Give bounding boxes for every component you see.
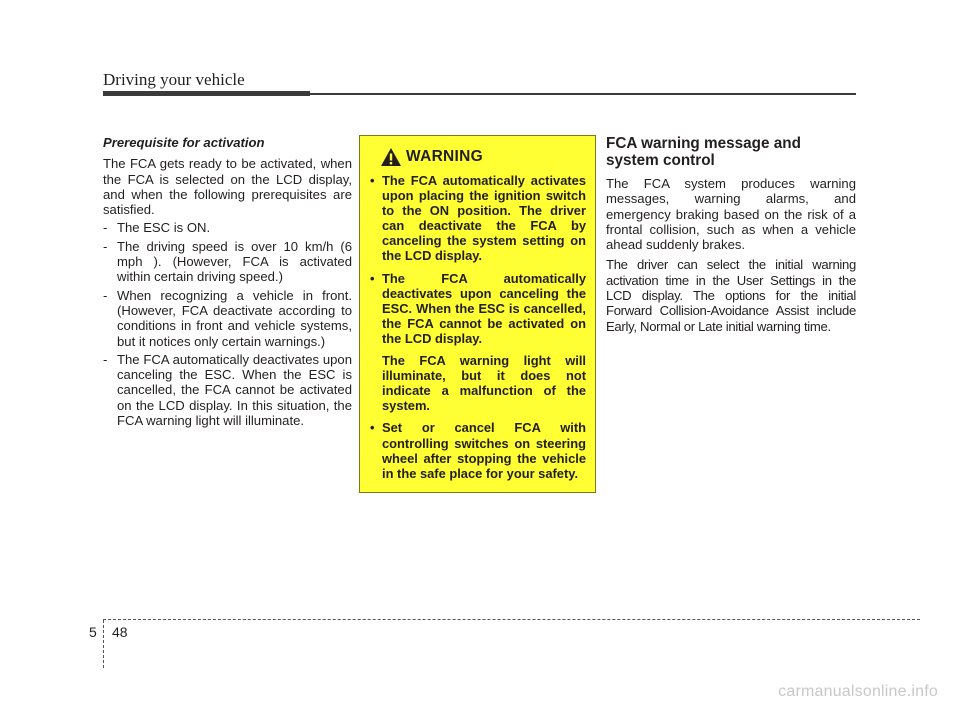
warning-item-text: The FCA automatically activates upon placing the ignition switch to the ON position. The driver can deactivate the FCA by canceling the system setting on the LCD display. xyxy=(382,173,586,264)
warning-item-text: Set or cancel FCA with controlling switches on steering wheel after stopping the vehicle in the safe place for your safety. xyxy=(382,420,586,481)
list-item xyxy=(103,352,352,428)
bullet-marker: • xyxy=(370,270,375,286)
warning-item-note: The FCA warning light will illuminate, but it does not indicate a malfunction of the system. xyxy=(382,353,586,414)
dash-marker: - xyxy=(103,351,108,367)
bullet-marker: • xyxy=(370,173,375,188)
warning-item-text: The FCA automatically deactivates upon canceling the ESC. When the ESC is cancelled, the FCA cannot be activated on the LCD display. xyxy=(382,270,586,346)
list-item-text: The ESC is ON. xyxy=(117,220,211,236)
list-item-text: The FCA automatically deactivates upon canceling the ESC. When the ESC is cancelled, the FCA cannot be activated on the LCD display. In this situation, the FCA warning light will illuminate. xyxy=(117,351,352,429)
fca-warning-para-1: The FCA system produces warning messages, warning alarms, and emergency braking based on the risk of a frontal collision, such as when a vehicle ahead suddenly brakes. xyxy=(606,176,856,253)
list-item xyxy=(103,220,352,235)
dash-marker: - xyxy=(103,238,108,254)
list-item-text: The driving speed is over 10 km/h (6 mph ). (However, FCA is activated within certain driving speed.) xyxy=(117,238,352,285)
header-rule-thin xyxy=(103,93,856,95)
warning-triangle-icon xyxy=(380,147,402,167)
bullet-marker: • xyxy=(370,420,375,436)
list-item xyxy=(103,239,352,285)
watermark-text: carmanualsonline.info xyxy=(778,683,938,700)
warning-title: WARNING xyxy=(406,148,484,165)
right-column xyxy=(606,135,856,339)
dash-marker: - xyxy=(103,220,108,236)
fca-warning-heading: FCA warning message and system control xyxy=(606,135,801,169)
warning-list xyxy=(368,173,586,481)
page-header-title: Driving your vehicle xyxy=(103,70,245,89)
footer-vertical-rule xyxy=(103,620,104,668)
warning-box xyxy=(359,135,596,493)
page-number: 48 xyxy=(112,624,128,640)
list-item-text: When recognizing a vehicle in front. (However, FCA deactivate according to conditions in front and vehicle systems, but it notices only certain warnings.) xyxy=(117,287,352,349)
prerequisite-intro: The FCA gets ready to be activated, when the FCA is selected on the LCD display, and when the following prerequisites are satisfied. xyxy=(103,156,352,218)
warning-item xyxy=(368,271,586,414)
warning-item xyxy=(368,420,586,480)
warning-header xyxy=(380,147,586,167)
fca-warning-para-2: The driver can select the initial warning activation time in the User Settings in the LCD display. The options for the initial Forward Collision-Avoidance Assist include Early, Normal or Late initial warning time. xyxy=(606,257,856,334)
footer-rule xyxy=(103,619,920,620)
left-column xyxy=(103,135,352,431)
prerequisite-subheading: Prerequisite for activation xyxy=(103,135,265,150)
warning-item xyxy=(368,173,586,264)
chapter-number: 5 xyxy=(89,624,97,640)
list-item xyxy=(103,288,352,349)
prerequisite-list xyxy=(103,220,352,428)
dash-marker: - xyxy=(103,287,108,303)
